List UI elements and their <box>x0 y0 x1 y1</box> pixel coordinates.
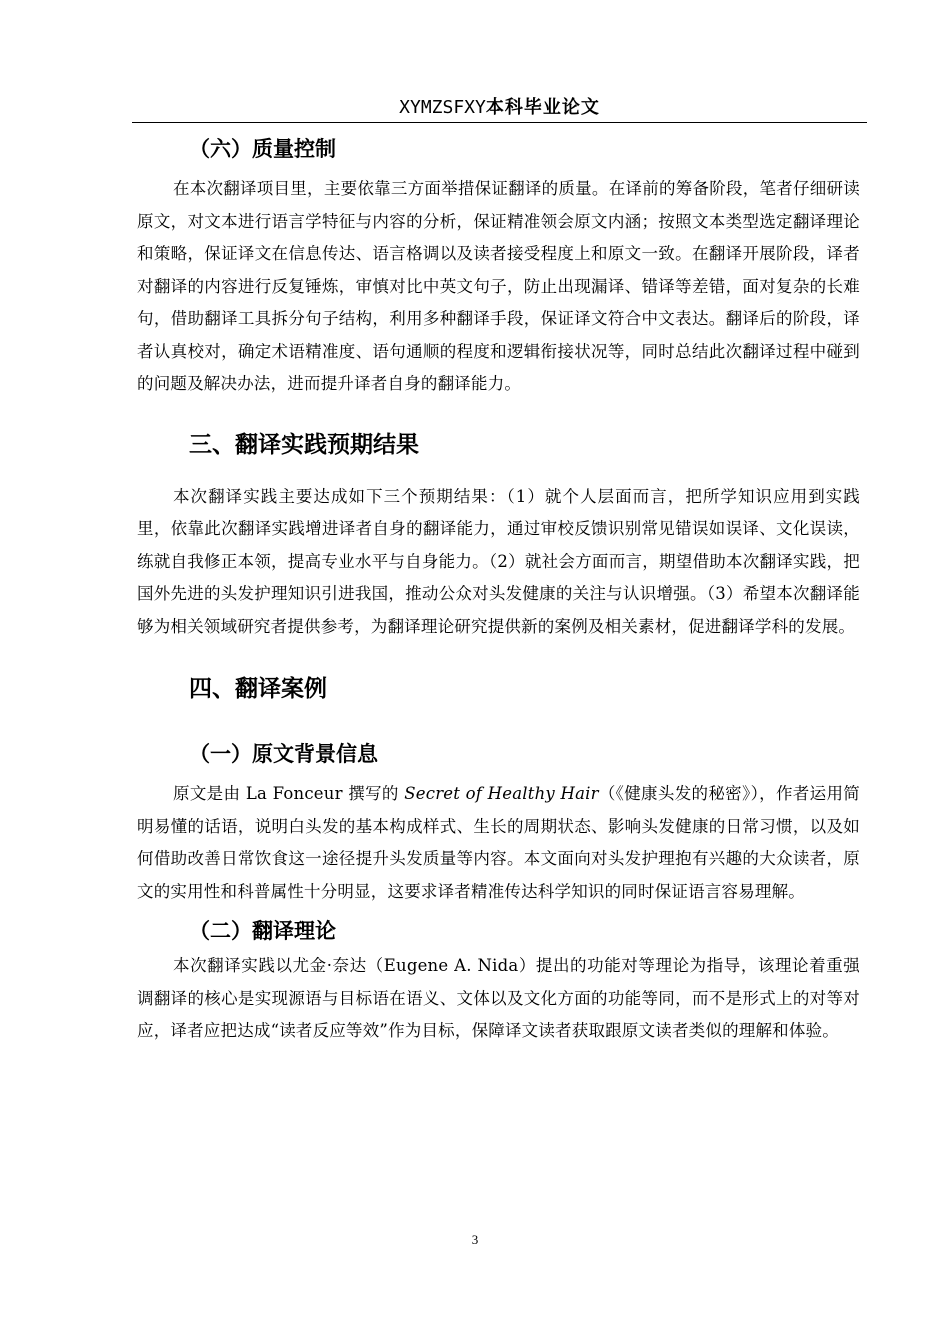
paragraph-theory: 本次翻译实践以尤金·奈达（Eugene A. Nida）提出的功能对等理论为指导，该理论着重强调翻译的核心是实现源语与目标语在语义、文体以及文化方面的功能等同，而不是形式上的对等对应，译者应把达成“读者反应等效”作为目标，保障译文读者获取跟原文读者类似的理解和体验。 <box>137 956 860 1040</box>
page-body <box>137 130 860 1048</box>
heading-theory: （二）翻译理论 <box>189 919 336 943</box>
paragraph-background <box>137 778 860 908</box>
page-number: 3 <box>471 1232 479 1247</box>
book-title: Secret of Healthy Hair <box>404 784 599 803</box>
page-header <box>132 96 867 123</box>
header-school-code: XYMZSFXY <box>399 97 486 118</box>
background-text-after: （《健康头发的秘密》），作者运用简明易懂的话语，说明白头发的基本构成样式、生长的周期状态、影响头发健康的日常习惯，以及如何借助改善日常饮食这一途径提升头发质量等内容。本文面向对头发护理抱有兴趣的大众读者，原文的实用性和科普属性十分明显，这要求译者精准传达科学知识的同时保证语言容易理解。 <box>137 784 860 901</box>
heading-translation-case: 四、翻译案例 <box>189 676 327 702</box>
heading-expected-results: 三、翻译实践预期结果 <box>189 431 419 458</box>
heading-background: （一）原文背景信息 <box>189 742 378 766</box>
background-text-before: 原文是由 La Fonceur 撰写的 <box>173 784 405 803</box>
header-title: 本科毕业论文 <box>485 97 600 118</box>
heading-quality-control: （六）质量控制 <box>189 137 336 161</box>
paragraph-expected-results: 本次翻译实践主要达成如下三个预期结果：（1）就个人层面而言，把所学知识应用到实践里，依靠此次翻译实践增进译者自身的翻译能力，通过审校反馈识别常见错误如误译、文化误读，练就自我修正本领，提高专业水平与自身能力。（2）就社会方面而言，期望借助本次翻译实践，把国外先进的头发护理知识引进我国，推动公众对头发健康的关注与认识增强。（3）希望本次翻译能够为相关领域研究者提供参考，为翻译理论研究提供新的案例及相关素材，促进翻译学科的发展。 <box>137 486 860 636</box>
paragraph-quality-control: 在本次翻译项目里，主要依靠三方面举措保证翻译的质量。在译前的筹备阶段，笔者仔细研读原文，对文本进行语言学特征与内容的分析，保证精准领会原文内涵；按照文本类型选定翻译理论和策略，保证译文在信息传达、语言格调以及读者接受程度上和原文一致。在翻译开展阶段，译者对翻译的内容进行反复锤炼，审慎对比中英文句子，防止出现漏译、错译等差错，面对复杂的长难句，借助翻译工具拆分句子结构，利用多种翻译手段，保证译文符合中文表达。翻译后的阶段，译者认真校对，确定术语精准度、语句通顺的程度和逻辑衔接状况等，同时总结此次翻译过程中碰到的问题及解决办法，进而提升译者自身的翻译能力。 <box>137 179 860 393</box>
